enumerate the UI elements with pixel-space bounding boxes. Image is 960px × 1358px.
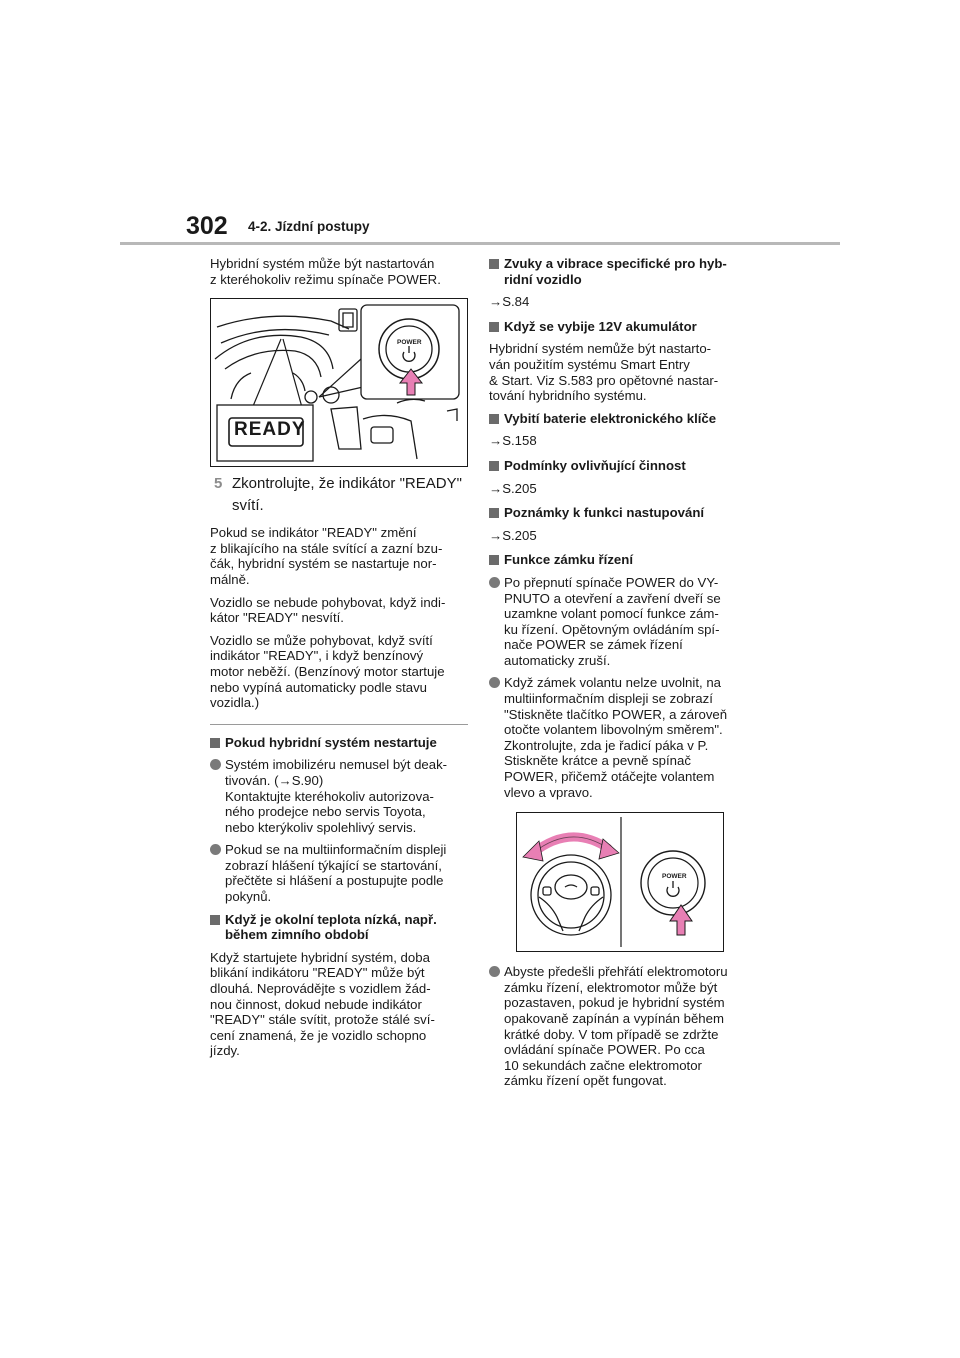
heading-no-start: Pokud hybridní systém nestartuje — [210, 735, 468, 751]
round-bullet-icon — [210, 759, 221, 770]
heading-steering-lock: Funkce zámku řízení — [489, 552, 751, 568]
section-divider — [210, 724, 468, 725]
heading-operating-conditions: Podmínky ovlivňující činnost — [489, 458, 751, 474]
bullet-steering-lock-release: Když zámek volantu nelze uvolnit, na multiinformačním displeji se zobrazí "Stiskněte tlačítko POWER, a zároveň otočte volantem libovolným směrem". Zkontrolujte, zda je řadicí páka v P. Stiskněte krátce a pevně spínač POWER, přičemž otáčejte volantem vlevo a vpravo. — [489, 675, 751, 800]
round-bullet-icon — [489, 966, 500, 977]
header-divider — [120, 242, 840, 245]
page-number: 302 — [186, 212, 228, 240]
square-bullet-icon — [210, 915, 220, 925]
step-text: Zkontrolujte, že indikátor "READY" svítí. — [232, 475, 462, 515]
bullet-multi-info-message: Pokud se na multiinformačním displeji zobrazí hlášení týkající se startování, přečtěte si hlášení a postupujte podle pokynů. — [210, 842, 468, 904]
right-column — [489, 256, 751, 1096]
heading-12v-battery: Když se vybije 12V akumulátor — [489, 319, 751, 335]
ready-blink-paragraph: Pokud se indikátor "READY" změní z blikajícího na stále svítící a zazní bzu- čák, hybridní systém se nastartuje nor- málně. — [210, 525, 443, 587]
square-bullet-icon — [489, 555, 499, 565]
bullet-overheat-protection: Abyste předešli přehřátí elektromotoru zámku řízení, elektromotor může být pozastaven, pokud je hybridní systém opakovaně zapínán a vypínán během krátké doby. V tom případě se zdržte ovládání spínače POWER. Po cca 10 sekundách začne elektromotor zámku řízení opět fungovat. — [489, 964, 751, 1089]
steering-lock-release-figure — [516, 812, 724, 952]
ready-indicator-label: READY — [234, 419, 306, 441]
heading-sounds-vibrations: Zvuky a vibrace specifické pro hyb- ridní vozidlo — [489, 256, 751, 287]
step-number: 5 — [214, 475, 223, 493]
round-bullet-icon — [210, 844, 221, 855]
round-bullet-icon — [489, 577, 500, 588]
heading-entry-function: Poznámky k funkci nastupování — [489, 505, 751, 521]
square-bullet-icon — [489, 414, 499, 424]
square-bullet-icon — [210, 738, 220, 748]
power-switch-ready-figure — [210, 298, 468, 467]
left-column — [210, 256, 468, 1066]
bullet-steering-lock-engage: Po přepnutí spínače POWER do VY- PNUTO a otevření a zavření dveří se uzamkne volant pomocí funkce zám- ku řízení. Opětovným ovládáním spí- nače POWER se zámek řízení automaticky zruší. — [489, 575, 751, 669]
page-reference: →S.205 — [489, 480, 537, 496]
power-button-label: POWER — [662, 873, 687, 881]
ready-off-paragraph: Vozidlo se nebude pohybovat, když indi- kátor "READY" nesvítí. — [210, 594, 446, 626]
steering-wheel-power-illustration — [517, 813, 723, 951]
intro-text: Hybridní systém může být nastartován z kteréhokoliv režimu spínače POWER. — [210, 256, 441, 287]
heading-low-temperature: Když je okolní teplota nízká, např. během zimního období — [210, 912, 468, 943]
ready-on-paragraph: Vozidlo se může pohybovat, když svítí indikátor "READY", i když benzínový motor neběží. (Benzínový motor startuje nebo vypíná automaticky podle stavu vozidla.) — [210, 632, 445, 711]
bullet-immobilizer: Systém imobilizéru nemusel být deak- tivován. (→S.90) Kontaktujte kteréhokoliv autorizova- ného prodejce nebo servis Toyota, nebo kterýkoliv spolehlivý servis. — [210, 757, 468, 835]
page-reference: →S.84 — [489, 294, 530, 310]
battery-paragraph: Hybridní systém nemůže být nastarto- ván použitím systému Smart Entry & Start. Viz S.583 pro opětovné nastar- tování hybridního systému. — [489, 341, 719, 404]
square-bullet-icon — [489, 508, 499, 518]
dashboard-illustration — [211, 299, 467, 466]
square-bullet-icon — [489, 259, 499, 269]
step-5 — [210, 473, 468, 517]
page-reference: →S.158 — [489, 433, 537, 449]
low-temperature-paragraph: Když startujete hybridní systém, doba blikání indikátoru "READY" může být dlouhá. Neprovádějte s vozidlem žád- nou činnost, dokud nebude indikátor "READY" stále svítit, protože stálé sví- cení znamená, že je vozidlo schopno jízdy. — [210, 949, 435, 1059]
square-bullet-icon — [489, 322, 499, 332]
heading-key-battery: Vybití baterie elektronického klíče — [489, 411, 751, 427]
page-reference: →S.205 — [489, 527, 537, 543]
power-button-label: POWER — [397, 339, 422, 347]
section-title: 4-2. Jízdní postupy — [248, 219, 370, 234]
round-bullet-icon — [489, 677, 500, 688]
square-bullet-icon — [489, 461, 499, 471]
